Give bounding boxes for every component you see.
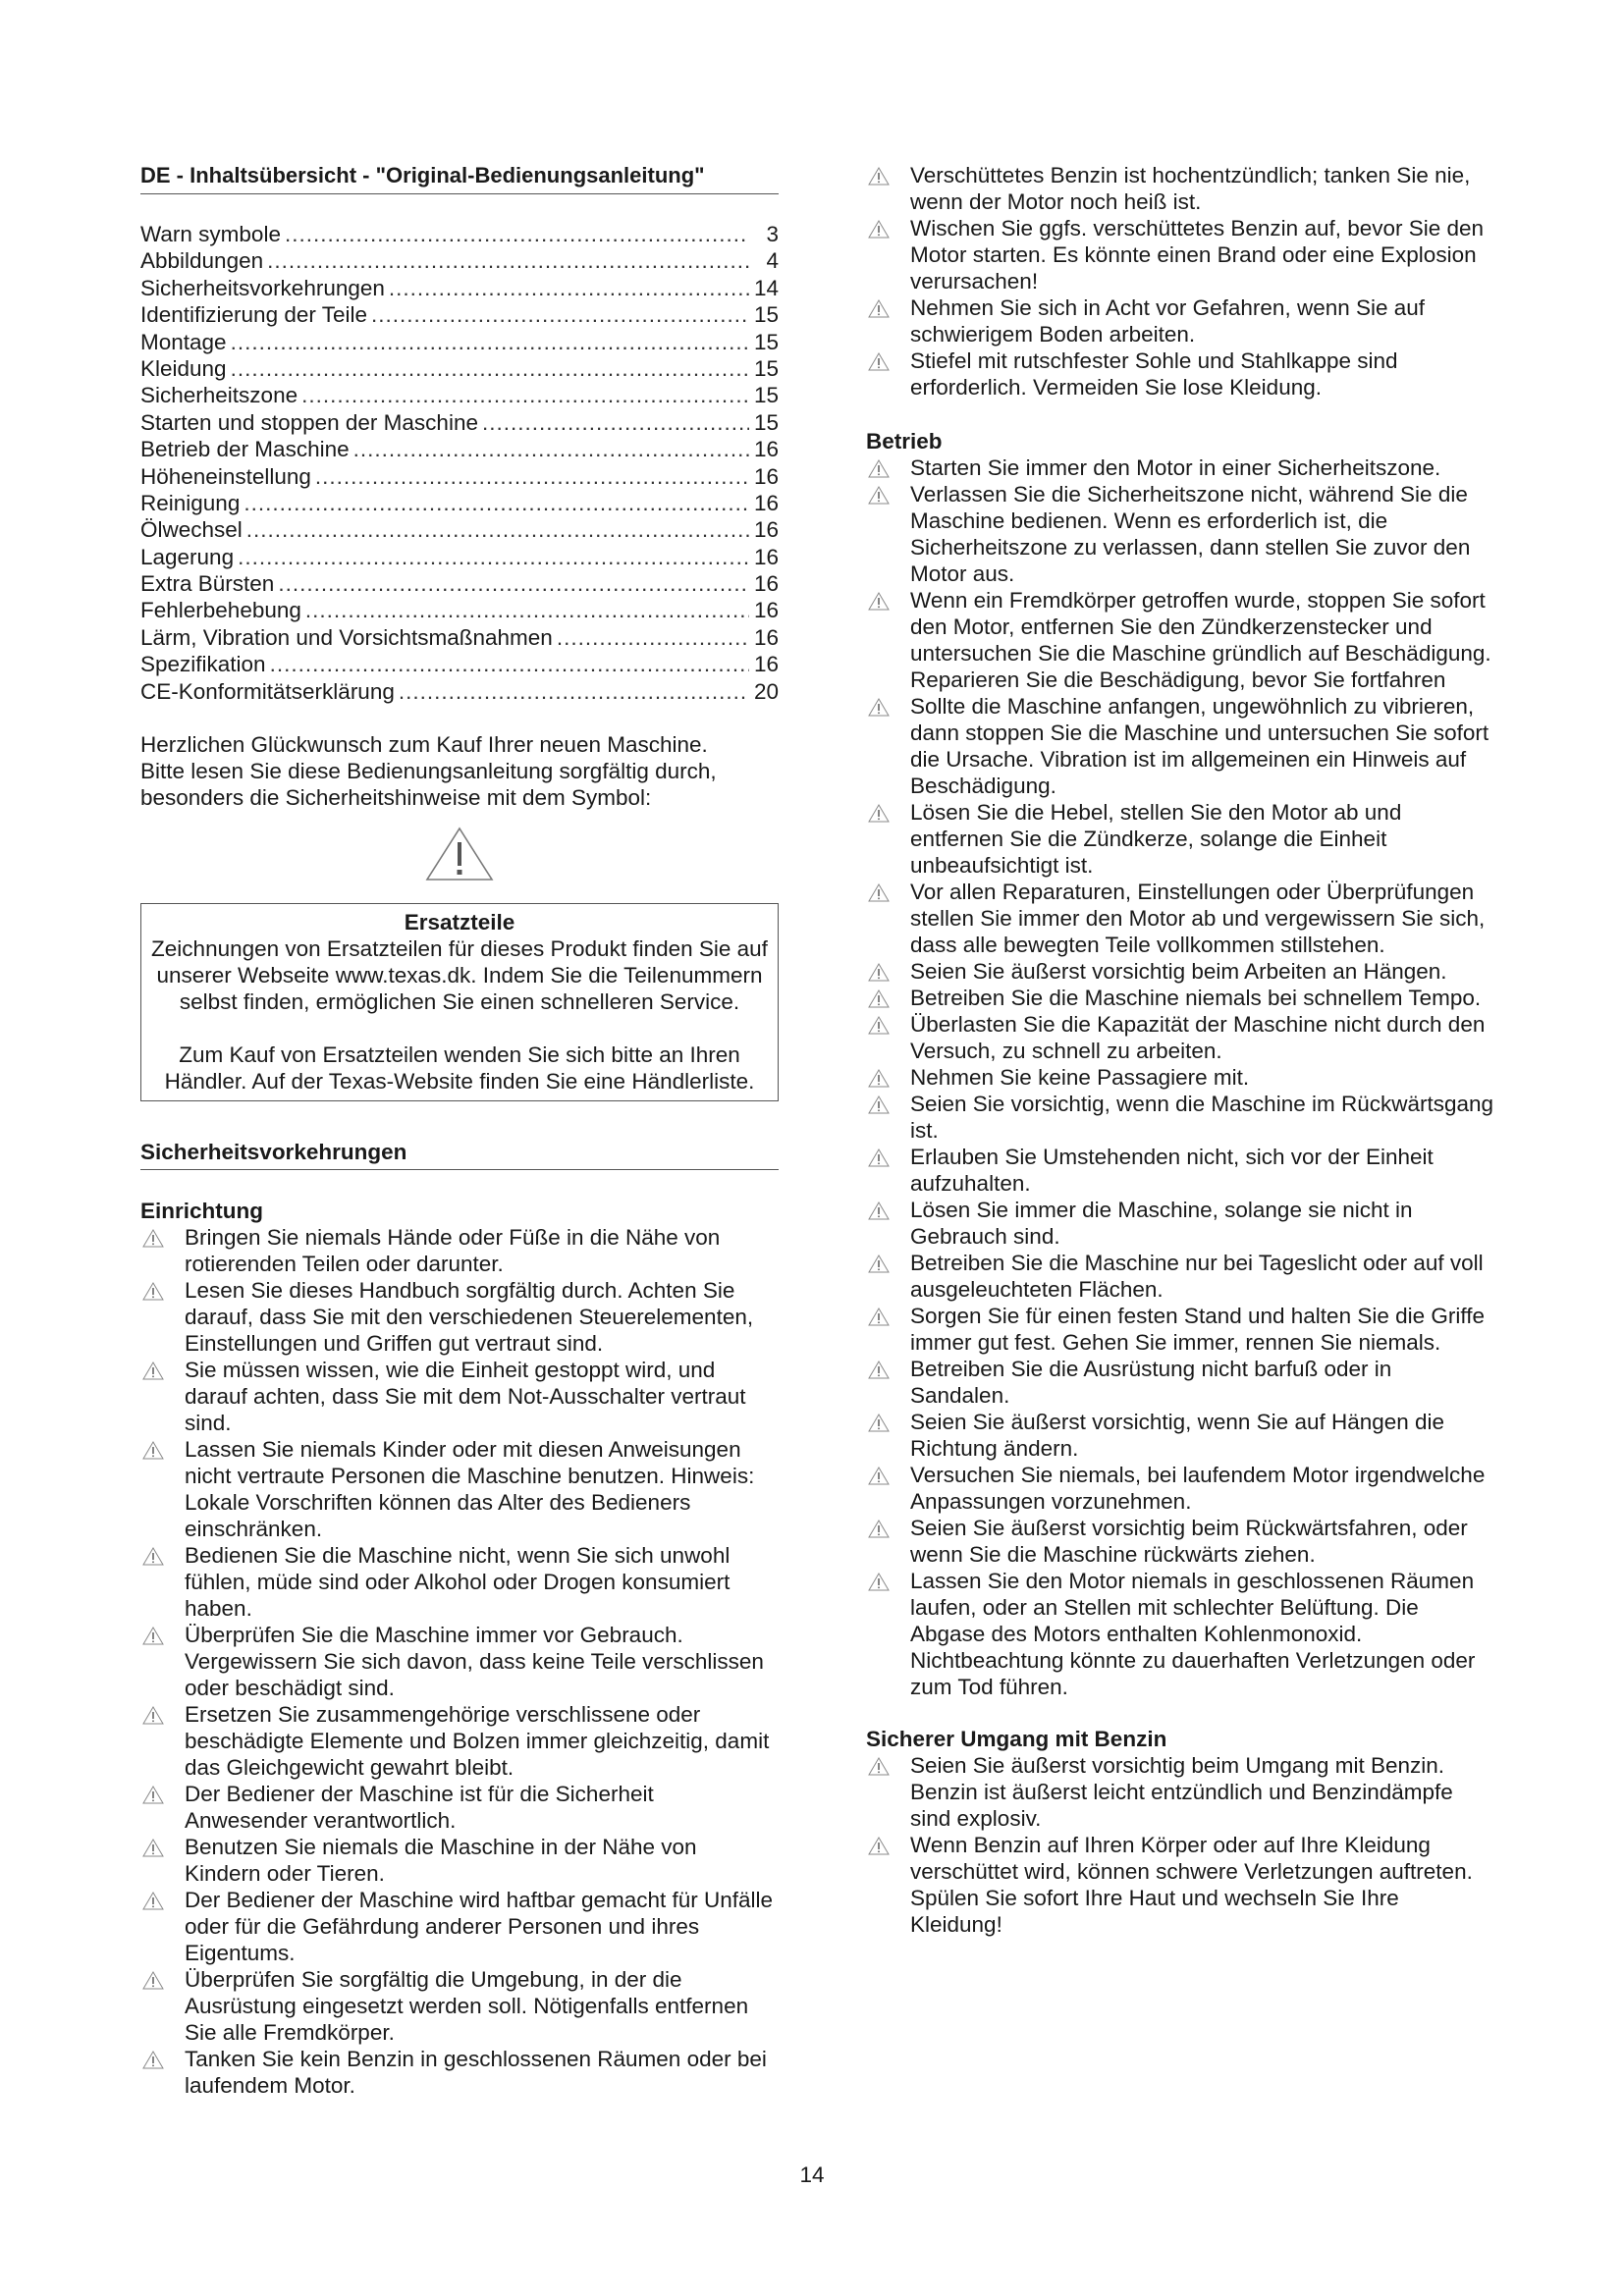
warning-item	[866, 1568, 1494, 1700]
toc-entry-label: Abbildungen	[140, 248, 264, 274]
spare-parts-text: Zeichnungen von Ersatzteilen für dieses Produkt finden Sie auf unserer Webseite www.texas.dk. Indem Sie die Teilenummern selbst finden, ermöglichen Sie einen schnelleren Service.	[151, 936, 768, 1015]
toc-entry-label: Identifizierung der Teile	[140, 302, 367, 328]
warning-triangle-icon	[868, 1520, 890, 1538]
warning-triangle-icon	[868, 1837, 890, 1855]
warning-item-text: Seien Sie äußerst vorsichtig, wenn Sie auf Hängen die Richtung ändern.	[910, 1410, 1445, 1461]
warning-item	[866, 1832, 1494, 1938]
toc-entry-page: 16	[753, 652, 779, 677]
warning-item	[866, 215, 1494, 294]
warning-item-text: Bedienen Sie die Maschine nicht, wenn Sie sich unwohl fühlen, müde sind oder Alkohol oder Drogen konsumiert haben.	[185, 1543, 731, 1622]
setup-warning-list	[140, 1224, 779, 2099]
warning-item-text: Wischen Sie ggfs. verschüttetes Benzin auf, bevor Sie den Motor starten. Es könnte einen Brand oder eine Explosion verursachen!	[910, 216, 1485, 294]
warning-item	[140, 1781, 779, 1834]
warning-item-text: Verschüttetes Benzin ist hochentzündlich; tanken Sie nie, wenn der Motor noch heiß ist.	[910, 163, 1471, 214]
toc-entry-page: 15	[753, 329, 779, 354]
warning-item	[866, 1064, 1494, 1091]
toc-entry	[140, 247, 779, 274]
toc-entry-label: Lärm, Vibration und Vorsichtsmaßnahmen	[140, 624, 553, 650]
toc-leader-dots	[371, 301, 749, 328]
setup-warning-list-continued	[866, 162, 1494, 400]
warning-item	[866, 1250, 1494, 1303]
toc-leader-dots	[278, 570, 749, 597]
warning-item	[140, 1887, 779, 1966]
warning-item	[866, 1011, 1494, 1064]
warning-item	[866, 879, 1494, 958]
toc-entry-label: Sicherheitsvorkehrungen	[140, 275, 385, 300]
warning-triangle-icon	[142, 1706, 164, 1725]
warning-item	[140, 1622, 779, 1701]
warning-item-text: Betreiben Sie die Ausrüstung nicht barfuß oder in Sandalen.	[910, 1357, 1392, 1408]
warning-item-text: Überprüfen Sie sorgfältig die Umgebung, in der die Ausrüstung eingesetzt werden soll. Nötigenfalls entfernen Sie alle Fremdkörper.	[185, 1967, 749, 2046]
warning-item	[140, 1542, 779, 1622]
warning-triangle-icon	[868, 220, 890, 239]
toc-entry-page: 3	[766, 222, 779, 246]
warning-triangle-icon	[142, 1627, 164, 1645]
warning-triangle-icon	[142, 1839, 164, 1857]
toc-leader-dots	[270, 651, 749, 677]
warning-item	[866, 1144, 1494, 1197]
toc-entry	[140, 651, 779, 677]
warning-item-text: Bringen Sie niemals Hände oder Füße in die Nähe von rotierenden Teilen oder darunter.	[185, 1225, 721, 1277]
toc-entry-label: Höheneinstellung	[140, 463, 311, 489]
warning-triangle-icon	[868, 1308, 890, 1326]
toc-leader-dots	[301, 382, 749, 408]
intro-line: Herzlichen Glückwunsch zum Kauf Ihrer neuen Maschine.	[140, 732, 708, 758]
warning-item-text: Betreiben Sie die Maschine niemals bei schnellem Tempo.	[910, 986, 1482, 1010]
warning-triangle-icon	[868, 1361, 890, 1379]
warning-triangle-icon	[868, 1201, 890, 1220]
warning-item	[866, 1356, 1494, 1409]
warning-triangle-icon	[142, 1282, 164, 1301]
toc-entry-page: 15	[753, 409, 779, 435]
right-column	[866, 162, 1494, 1938]
toc-entry-page: 16	[753, 571, 779, 597]
warning-item-text: Vor allen Reparaturen, Einstellungen oder Überprüfungen stellen Sie immer den Motor ab und vergewissern Sie sich, dass alle bewegten Teile vollkommen stillstehen.	[910, 880, 1486, 957]
toc-leader-dots	[238, 544, 749, 570]
toc-leader-dots	[305, 597, 749, 623]
toc-entry-page: 16	[753, 463, 779, 489]
warning-item-text: Seien Sie vorsichtig, wenn die Maschine im Rückwärtsgang ist.	[910, 1092, 1494, 1143]
toc-entry-page: 16	[753, 437, 779, 462]
warning-triangle-icon	[868, 1095, 890, 1114]
warning-item	[866, 481, 1494, 587]
warning-item-text: Ersetzen Sie zusammengehörige verschlissene oder beschädigte Elemente und Bolzen immer gleichzeitig, damit das Gleichgewicht gewahrt bleibt.	[185, 1702, 770, 1781]
toc-entry-page: 20	[753, 678, 779, 704]
warning-triangle-icon	[142, 1229, 164, 1248]
toc-entry-page: 15	[753, 302, 779, 328]
toc-entry-page: 14	[753, 275, 779, 300]
section-title-safety: Sicherheitsvorkehrungen	[140, 1139, 779, 1170]
warning-item-text: Überlasten Sie die Kapazität der Maschine nicht durch den Versuch, zu schnell zu arbeiten.	[910, 1012, 1486, 1063]
toc-entry	[140, 301, 779, 328]
intro-line: besonders die Sicherheitshinweise mit dem Symbol:	[140, 785, 652, 811]
toc-leader-dots	[244, 490, 749, 516]
toc-entry	[140, 678, 779, 705]
warning-item	[866, 1515, 1494, 1568]
warning-triangle-icon	[868, 1757, 890, 1776]
toc-leader-dots	[557, 624, 749, 651]
warning-item	[140, 1277, 779, 1357]
warning-triangle-icon	[868, 698, 890, 717]
toc-entry-page: 16	[753, 544, 779, 569]
warning-item-text: Erlauben Sie Umstehenden nicht, sich vor der Einheit aufzuhalten.	[910, 1145, 1434, 1196]
toc-leader-dots	[315, 463, 749, 490]
warning-triangle-icon	[868, 1069, 890, 1088]
toc-leader-dots	[285, 221, 749, 247]
warning-triangle-icon	[868, 1414, 890, 1432]
warning-triangle-icon	[142, 1547, 164, 1566]
toc-entry	[140, 275, 779, 301]
warning-triangle-icon	[868, 486, 890, 505]
toc-entry-label: Starten und stoppen der Maschine	[140, 409, 478, 435]
toc-entry	[140, 221, 779, 247]
warning-item	[866, 693, 1494, 799]
spare-parts-text: Zum Kauf von Ersatzteilen wenden Sie sich bitte an Ihren Händler. Auf der Texas-Website finden Sie eine Händlerliste.	[164, 1042, 755, 1095]
warning-item-text: Wenn ein Fremdkörper getroffen wurde, stoppen Sie sofort den Motor, entfernen Sie den Zündkerzenstecker und untersuchen Sie die Maschine gründlich auf Beschädigung. Reparieren Sie die Beschädigung, bevor Sie fortfahren	[910, 588, 1491, 692]
toc-entry-label: Spezifikation	[140, 652, 266, 677]
warning-item	[140, 1436, 779, 1542]
warning-item	[866, 1752, 1494, 1832]
warning-triangle-icon	[142, 1892, 164, 1910]
warning-item-text: Lösen Sie die Hebel, stellen Sie den Motor ab und entfernen Sie die Zündkerze, solange die Einheit unbeaufsichtigt ist.	[910, 800, 1402, 878]
warning-item-text: Sollte die Maschine anfangen, ungewöhnlich zu vibrieren, dann stoppen Sie die Maschine und untersuchen Sie sofort die Ursache. Vibration ist im allgemeinen ein Hinweis auf Beschädigung.	[910, 694, 1489, 798]
warning-triangle-icon	[142, 1786, 164, 1804]
warning-item-text: Tanken Sie kein Benzin in geschlossenen Räumen oder bei laufendem Motor.	[185, 2047, 767, 2099]
toc-leader-dots	[267, 247, 749, 274]
toc-entry	[140, 463, 779, 490]
subsection-title-setup: Einrichtung	[140, 1199, 263, 1224]
document-title: DE - Inhaltsübersicht - "Original-Bedienungsanleitung"	[140, 162, 779, 194]
subsection-title-fuel: Sicherer Umgang mit Benzin	[866, 1727, 1167, 1751]
warning-item-text: Lesen Sie dieses Handbuch sorgfältig durch. Achten Sie darauf, dass Sie mit den verschiedenen Steuerelementen, Einstellungen und Griffen gut vertraut sind.	[185, 1278, 754, 1357]
toc-leader-dots	[246, 516, 749, 543]
warning-triangle-icon	[868, 1148, 890, 1167]
toc-leader-dots	[389, 275, 749, 301]
warning-item-text: Sie müssen wissen, wie die Einheit gestoppt wird, und darauf achten, dass Sie mit dem Not-Ausschalter vertraut sind.	[185, 1358, 746, 1436]
table-of-contents	[140, 221, 779, 705]
warning-item-text: Überprüfen Sie die Maschine immer vor Gebrauch. Vergewissern Sie sich davon, dass keine Teile verschlissen oder beschädigt sind.	[185, 1623, 764, 1701]
spare-parts-title: Ersatzteile	[404, 910, 515, 935]
warning-item	[866, 347, 1494, 400]
toc-entry-label: CE-Konformitätserklärung	[140, 678, 395, 704]
toc-leader-dots	[231, 355, 749, 382]
toc-entry	[140, 409, 779, 436]
warning-item	[866, 1462, 1494, 1515]
toc-entry	[140, 436, 779, 462]
warning-triangle-icon	[868, 963, 890, 982]
warning-item-text: Lassen Sie den Motor niemals in geschlossenen Räumen laufen, oder an Stellen mit schlechter Belüftung. Die Abgase des Motors enthalten Kohlenmonoxid. Nichtbeachtung könnte zu dauerhaften Verletzungen oder zum Tod führen.	[910, 1569, 1476, 1699]
toc-entry-label: Sicherheitszone	[140, 383, 298, 408]
warning-item-text: Lassen Sie niemals Kinder oder mit diesen Anweisungen nicht vertraute Personen die Maschine benutzen. Hinweis: Lokale Vorschriften können das Alter des Bedieners einschränken.	[185, 1437, 755, 1542]
toc-entry-page: 16	[753, 598, 779, 623]
intro-line: Bitte lesen Sie diese Bedienungsanleitung sorgfältig durch,	[140, 759, 717, 784]
warning-triangle-icon	[142, 2051, 164, 2069]
warning-triangle-icon	[425, 827, 494, 881]
warning-triangle-icon	[868, 883, 890, 902]
warning-triangle-icon	[142, 1362, 164, 1380]
warning-item	[866, 1197, 1494, 1250]
warning-triangle-icon	[868, 1016, 890, 1035]
warning-item	[866, 799, 1494, 879]
warning-triangle-icon	[142, 1441, 164, 1460]
warning-item	[866, 1409, 1494, 1462]
toc-entry	[140, 624, 779, 651]
warning-item-text: Nehmen Sie keine Passagiere mit.	[910, 1065, 1250, 1090]
warning-item	[866, 985, 1494, 1011]
warning-item	[140, 1701, 779, 1781]
toc-entry-label: Fehlerbehebung	[140, 598, 301, 623]
toc-entry	[140, 355, 779, 382]
toc-entry-label: Lagerung	[140, 544, 235, 569]
toc-entry	[140, 329, 779, 355]
toc-entry-page: 16	[753, 624, 779, 650]
toc-entry-page: 4	[766, 248, 779, 274]
warning-triangle-icon	[868, 459, 890, 478]
toc-leader-dots	[231, 329, 749, 355]
warning-item-text: Sorgen Sie für einen festen Stand und halten Sie die Griffe immer gut fest. Gehen Sie immer, rennen Sie niemals.	[910, 1304, 1485, 1355]
toc-entry-label: Betrieb der Maschine	[140, 437, 350, 462]
toc-entry	[140, 382, 779, 408]
warning-item	[866, 1091, 1494, 1144]
warning-triangle-icon	[868, 989, 890, 1008]
page-number: 14	[799, 2163, 825, 2187]
left-column	[140, 162, 779, 2099]
toc-entry-label: Reinigung	[140, 490, 241, 515]
toc-entry-label: Kleidung	[140, 355, 227, 381]
toc-entry-label: Montage	[140, 329, 227, 354]
toc-entry-label: Warn symbole	[140, 222, 281, 246]
toc-entry-page: 16	[753, 517, 779, 543]
warning-item	[140, 1966, 779, 2046]
warning-item-text: Der Bediener der Maschine ist für die Sicherheit Anwesender verantwortlich.	[185, 1782, 654, 1834]
warning-item	[866, 162, 1494, 215]
intro	[140, 731, 779, 881]
toc-entry	[140, 570, 779, 597]
toc-entry	[140, 516, 779, 543]
toc-entry	[140, 597, 779, 623]
warning-item-text: Versuchen Sie niemals, bei laufendem Motor irgendwelche Anpassungen vorzunehmen.	[910, 1463, 1486, 1514]
warning-triangle-icon	[142, 1971, 164, 1990]
fuel-warning-list	[866, 1752, 1494, 1938]
warning-item-text: Wenn Benzin auf Ihren Körper oder auf Ihre Kleidung verschüttet wird, können schwere Verletzungen auftreten. Spülen Sie sofort Ihre Haut und wechseln Sie Ihre Kleidung!	[910, 1833, 1473, 1937]
warning-item-text: Nehmen Sie sich in Acht vor Gefahren, wenn Sie auf schwierigem Boden arbeiten.	[910, 295, 1426, 347]
warning-item-text: Lösen Sie immer die Maschine, solange sie nicht in Gebrauch sind.	[910, 1198, 1413, 1249]
toc-entry	[140, 490, 779, 516]
toc-entry-label: Extra Bürsten	[140, 571, 275, 597]
toc-leader-dots	[399, 678, 749, 705]
toc-entry-page: 15	[753, 383, 779, 408]
toc-entry-label: Ölwechsel	[140, 517, 243, 543]
warning-item	[140, 2046, 779, 2099]
warning-triangle-icon	[868, 1467, 890, 1485]
warning-item-text: Starten Sie immer den Motor in einer Sicherheitszone.	[910, 455, 1441, 480]
warning-item	[140, 1834, 779, 1887]
warning-triangle-icon	[868, 1255, 890, 1273]
warning-item-text: Seien Sie äußerst vorsichtig beim Arbeiten an Hängen.	[910, 959, 1447, 984]
warning-item	[140, 1357, 779, 1436]
warning-item	[140, 1224, 779, 1277]
toc-leader-dots	[482, 409, 749, 436]
warning-item-text: Seien Sie äußerst vorsichtig beim Rückwärtsfahren, oder wenn Sie die Maschine rückwärts ziehen.	[910, 1516, 1468, 1567]
warning-item-text: Der Bediener der Maschine wird haftbar gemacht für Unfälle oder für die Gefährdung anderer Personen und ihres Eigentums.	[185, 1888, 774, 1966]
warning-item-text: Seien Sie äußerst vorsichtig beim Umgang mit Benzin. Benzin ist äußerst leicht entzündlich und Benzindämpfe sind explosiv.	[910, 1753, 1453, 1831]
operation-warning-list	[866, 454, 1494, 1700]
warning-item	[866, 294, 1494, 347]
toc-leader-dots	[353, 436, 749, 462]
warning-item-text: Verlassen Sie die Sicherheitszone nicht, während Sie die Maschine bedienen. Wenn es erforderlich ist, die Sicherheitszone zu verlassen, dann stellen Sie zuvor den Motor aus.	[910, 482, 1471, 586]
toc-entry-page: 16	[753, 490, 779, 515]
warning-item-text: Benutzen Sie niemals die Maschine in der Nähe von Kindern oder Tieren.	[185, 1835, 697, 1887]
warning-triangle-icon	[868, 167, 890, 186]
warning-triangle-icon	[868, 804, 890, 823]
warning-item	[866, 958, 1494, 985]
warning-item	[866, 454, 1494, 481]
warning-item-text: Betreiben Sie die Maschine nur bei Tageslicht oder auf voll ausgeleuchteten Flächen.	[910, 1251, 1484, 1302]
warning-triangle-icon	[868, 1573, 890, 1591]
warning-item	[866, 1303, 1494, 1356]
warning-item-text: Stiefel mit rutschfester Sohle und Stahlkappe sind erforderlich. Vermeiden Sie lose Kleidung.	[910, 348, 1398, 400]
warning-triangle-icon	[868, 299, 890, 318]
toc-entry	[140, 544, 779, 570]
warning-item	[866, 587, 1494, 693]
warning-triangle-icon	[868, 592, 890, 611]
warning-triangle-icon	[868, 352, 890, 371]
subsection-title-operation: Betrieb	[866, 429, 943, 454]
toc-entry-page: 15	[753, 355, 779, 381]
spare-parts-box	[140, 903, 779, 1101]
